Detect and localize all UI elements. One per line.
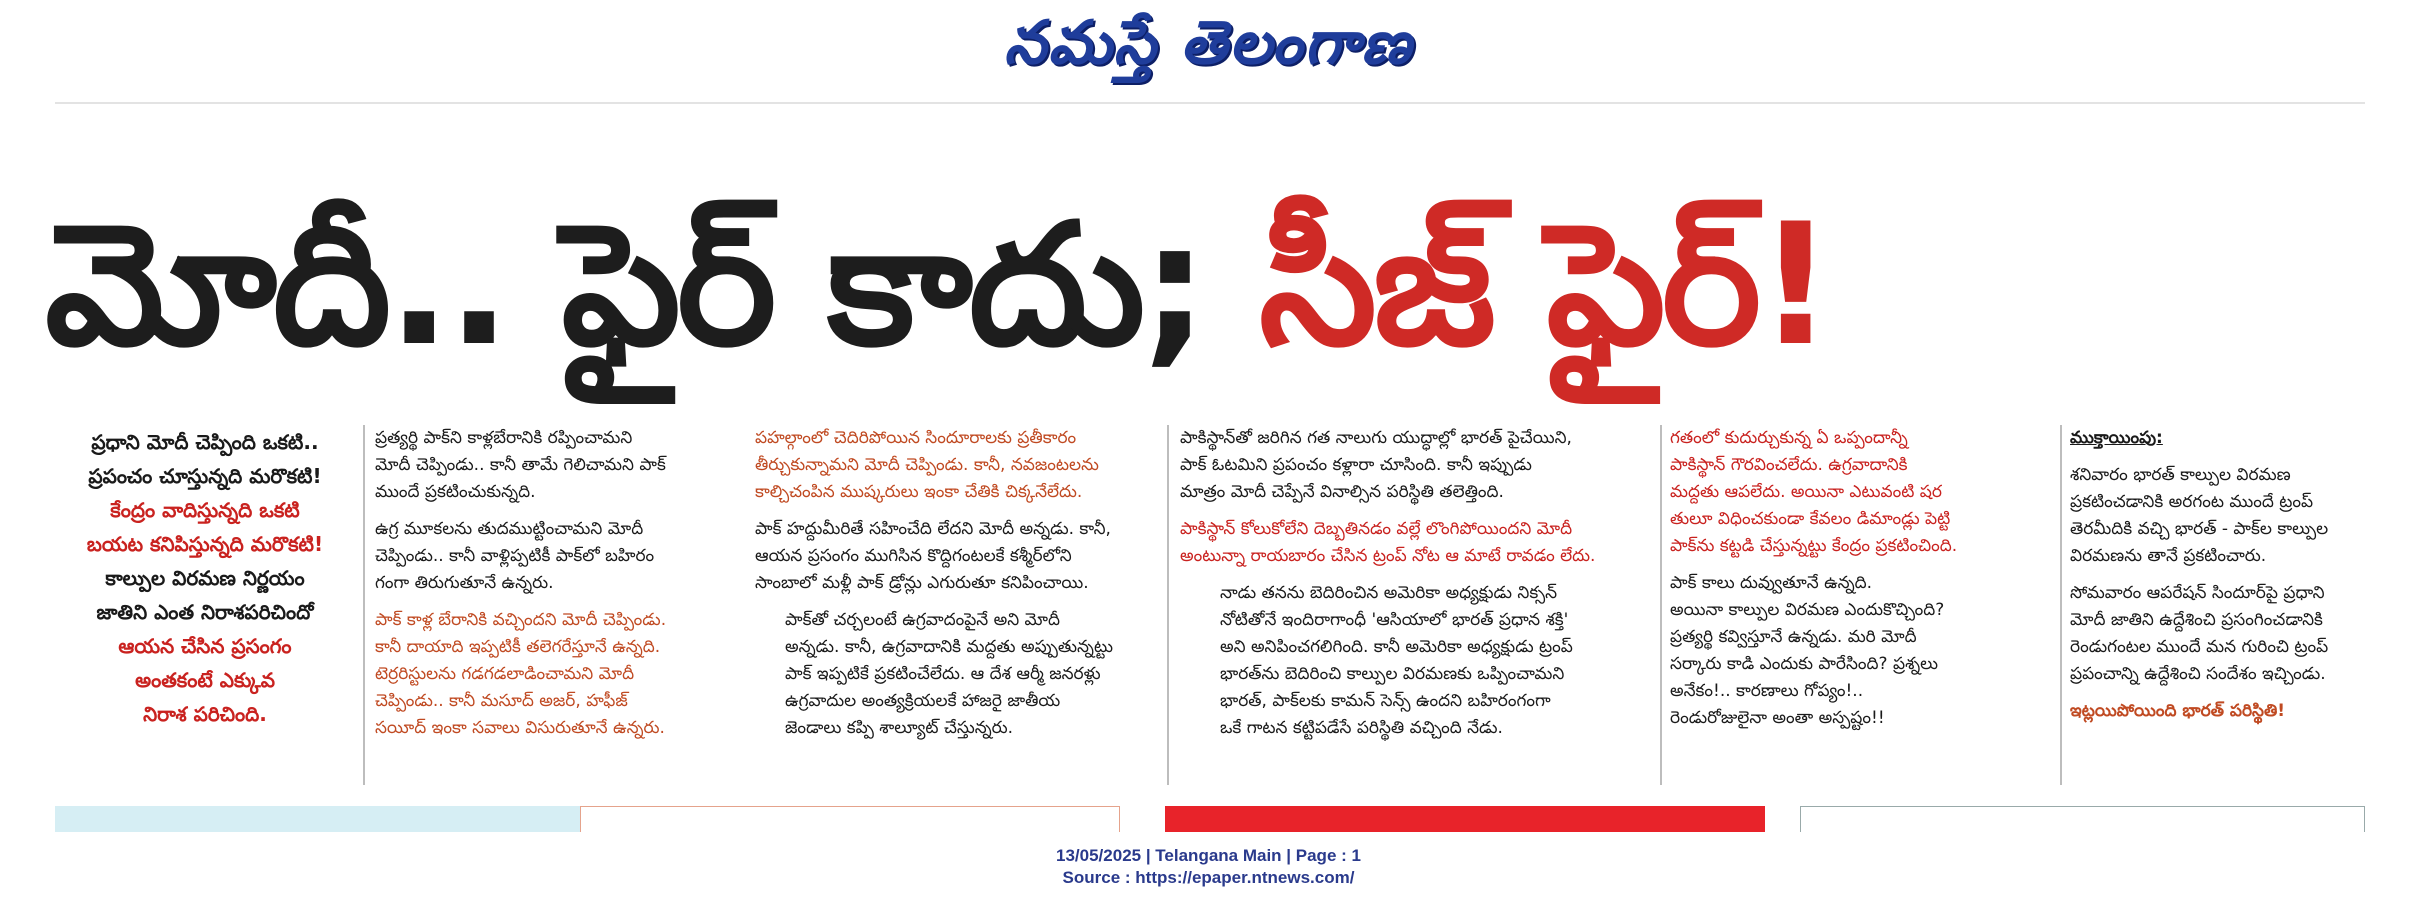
divider-4: [2060, 425, 2062, 785]
footer-source-line[interactable]: Source : https://epaper.ntnews.com/: [1062, 868, 1355, 887]
col2-para-1: ప్రత్యర్థి పాక్‌ని కాళ్లబేరానికి రప్పించామని మోదీ చెప్పిండు.. కానీ తామే గెలిచామని పాక్ ముందే ప్రకటించుకున్నది.: [375, 428, 666, 502]
col5-para-1: గతంలో కుదుర్చుకున్న ఏ ఒప్పందాన్నీ పాకిస్థాన్ గౌరవించలేదు. ఉగ్రవాదానికి మద్దతు ఆపలేదు. అయినా ఎటువంటి షర తులూ విధించకుండా కేవలం డిమాండ్లు పెట్టి పాక్‌ను కట్టడి చేస్తున్నట్టు కేంద్రం ప్రకటించింది.: [1670, 428, 1958, 556]
column-1: [55, 425, 355, 731]
bottom-strip-left: [55, 806, 580, 832]
headline: [45, 150, 2375, 420]
col3-para-3: పాక్‌తో చర్చలంటే ఉగ్రవాదంపైనే అని మోదీ అన్నడు. కానీ, ఉగ్రవాదానికి మద్దతు అప్పుతున్నట్టు పాక్ ఇప్పటికే ప్రకటించేలేదు. ఆ దేశ ఆర్మీ జనరళ్లు ఉగ్రవాదుల అంత్యక్రియలకే హాజరై జాతీయ జెండాలు కప్పి శాల్యూట్ చేస్తున్నరు.: [785, 610, 1113, 738]
col1-line-6: జాతిని ఎంత నిరాశపరిచిందో: [96, 600, 314, 624]
top-rule: [55, 102, 2365, 104]
col1-line-1: ప్రధాని మోదీ చెప్పింది ఒకటి..: [91, 430, 319, 454]
headline-black: మోదీ.. ఫైర్ కాదు;: [45, 187, 1260, 383]
divider-3: [1660, 425, 1662, 785]
headline-red: సీజ్ ఫైర్!: [1259, 187, 1830, 383]
col3-para-1: పహల్గాంలో చెదిరిపోయిన సిందూరాలకు ప్రతీకారం తీర్చుకున్నామని మోదీ చెప్పిండు. కానీ, నవజంటలను కాల్చిచంపిన ముష్కరులు ఇంకా చేతికి చిక్కనేలేదు.: [755, 428, 1099, 502]
col5-para-2: పాక్ కాలు దువ్వుతూనే ఉన్నది. అయినా కాల్పుల విరమణ ఎందుకొచ్చింది? ప్రత్యర్థి కవ్విస్తూనే ఉన్నడు. మరి మోదీ సర్కారు కాడి ఎందుకు పారేసింది? ప్రశ్నలు అనేకం!.. కారణాలు గోప్యం!.. రెండురోజులైనా అంతా అస్పష్టం!!: [1670, 573, 1945, 728]
col2-para-3: పాక్ కాళ్ల బేరానికి వచ్చిందని మోదీ చెప్పిండు. కానీ దాయాది ఇప్పటికీ తలెగరేస్తూనే ఉన్నది. టెర్రరిస్టులను గడగడలాడించామని మోదీ చెప్పిండు.. కానీ మసూద్ అజర్, హఫీజ్ సయీద్ ఇంకా సవాలు విసురుతూనే ఉన్నరు.: [375, 610, 667, 738]
divider-2: [1167, 425, 1169, 785]
column-3: [755, 425, 1175, 752]
column-4: [1180, 425, 1660, 752]
footer: [0, 845, 2417, 889]
column-5: [1670, 425, 2060, 742]
col3-para-2: పాక్ హద్దుమీరితే సహించేది లేదని మోదీ అన్నడు. కానీ, ఆయన ప్రసంగం ముగిసిన కొద్దిగంటలకే కశ్మీర్‌లోని సాంబాలో మళ్లీ పాక్ డ్రోన్లు ఎగురుతూ కనిపించాయి.: [755, 519, 1111, 593]
bottom-strip-mid: [580, 806, 1120, 832]
col6-para-2: సోమవారం ఆపరేషన్ సిందూర్‌పై ప్రధాని మోదీ జాతిని ఉద్దేశించి ప్రసంగించడానికి రెండుగంటల ముందే మన గురించి ట్రంప్ ప్రపంచాన్ని ఉద్దేశించి సందేశం ఇచ్చిండు.: [2070, 583, 2329, 684]
col1-line-8: అంతకంటే ఎక్కువ: [135, 668, 275, 692]
col4-para-3: నాడు తనను బెదిరించిన అమెరికా అధ్యక్షుడు నిక్సన్ నోటితోనే ఇందిరాగాంధీ 'ఆసియాలో భారత్ ప్రధాన శక్తి' అని అనిపించగలిగింది. కానీ అమెరికా అధ్యక్షుడు ట్రంప్ భారత్‌ను బెదిరించి కాల్పుల విరమణకు ఒప్పించామని భారత్, పాక్‌లకు కామన్ సెన్స్ ఉందని బహిరంగంగా ఒకే గాటన కట్టిపడేసే పరిస్థితి వచ్చింది నేడు.: [1220, 583, 1573, 738]
col6-para-1: శనివారం భారత్ కాల్పుల విరమణ ప్రకటించడానికి అరగంట ముందే ట్రంప్ తెరమీదికి వచ్చి భారత్ - పాక్‌ల కాల్పుల విరమణను తానే ప్రకటించారు.: [2070, 465, 2329, 566]
col1-line-4: బయట కనిపిస్తున్నది మరొకటి!: [86, 532, 324, 556]
col6-title: ముక్తాయింపు:: [2070, 428, 2163, 448]
col1-line-3: కేంద్రం వాదిస్తున్నది ఒకటి: [110, 498, 300, 522]
footer-date-line: 13/05/2025 | Telangana Main | Page : 1: [1056, 846, 1361, 865]
divider-1: [363, 425, 365, 785]
column-6: [2070, 425, 2370, 735]
article-columns: [55, 425, 2365, 805]
masthead-title: నమస్తే తెలంగాణ: [1003, 8, 1414, 78]
col2-para-2: ఉగ్ర మూకలను తుదముట్టించామని మోదీ చెప్పిండు.. కానీ వాళ్లిప్పటికీ పాక్‌లో బహిరం గంగా తిరుగుతూనే ఉన్నరు.: [375, 519, 655, 593]
col1-line-5: కాల్పుల విరమణ నిర్ణయం: [105, 566, 305, 590]
col4-para-2: పాకిస్థాన్ కోలుకోలేని దెబ్బతినడం వల్లే లొంగిపోయిందని మోదీ అంటున్నా రాయబారం చేసిన ట్రంప్ నోట ఆ మాటే రావడం లేదు.: [1180, 519, 1596, 566]
bottom-strip-right: [1800, 806, 2365, 832]
bottom-strip-red: [1165, 806, 1765, 832]
col1-line-7: ఆయన చేసిన ప్రసంగం: [118, 634, 292, 658]
column-2: [375, 425, 775, 752]
col1-line-2: ప్రపంచం చూస్తున్నది మరొకటి!: [88, 464, 322, 488]
col6-para-3: ఇట్లయిపోయింది భారత్ పరిస్థితి!: [2070, 701, 2286, 721]
col1-line-9: నిరాశ పరిచింది.: [143, 702, 267, 726]
col4-para-1: పాకిస్థాన్‌తో జరిగిన గత నాలుగు యుద్ధాల్లో భారత్ పైచేయిని, పాక్ ఓటమిని ప్రపంచం కళ్లారా చూసింది. కానీ ఇప్పుడు మాత్రం మోదీ చెప్పేనే వినాల్సిన పరిస్థితి తలెత్తింది.: [1180, 428, 1572, 502]
